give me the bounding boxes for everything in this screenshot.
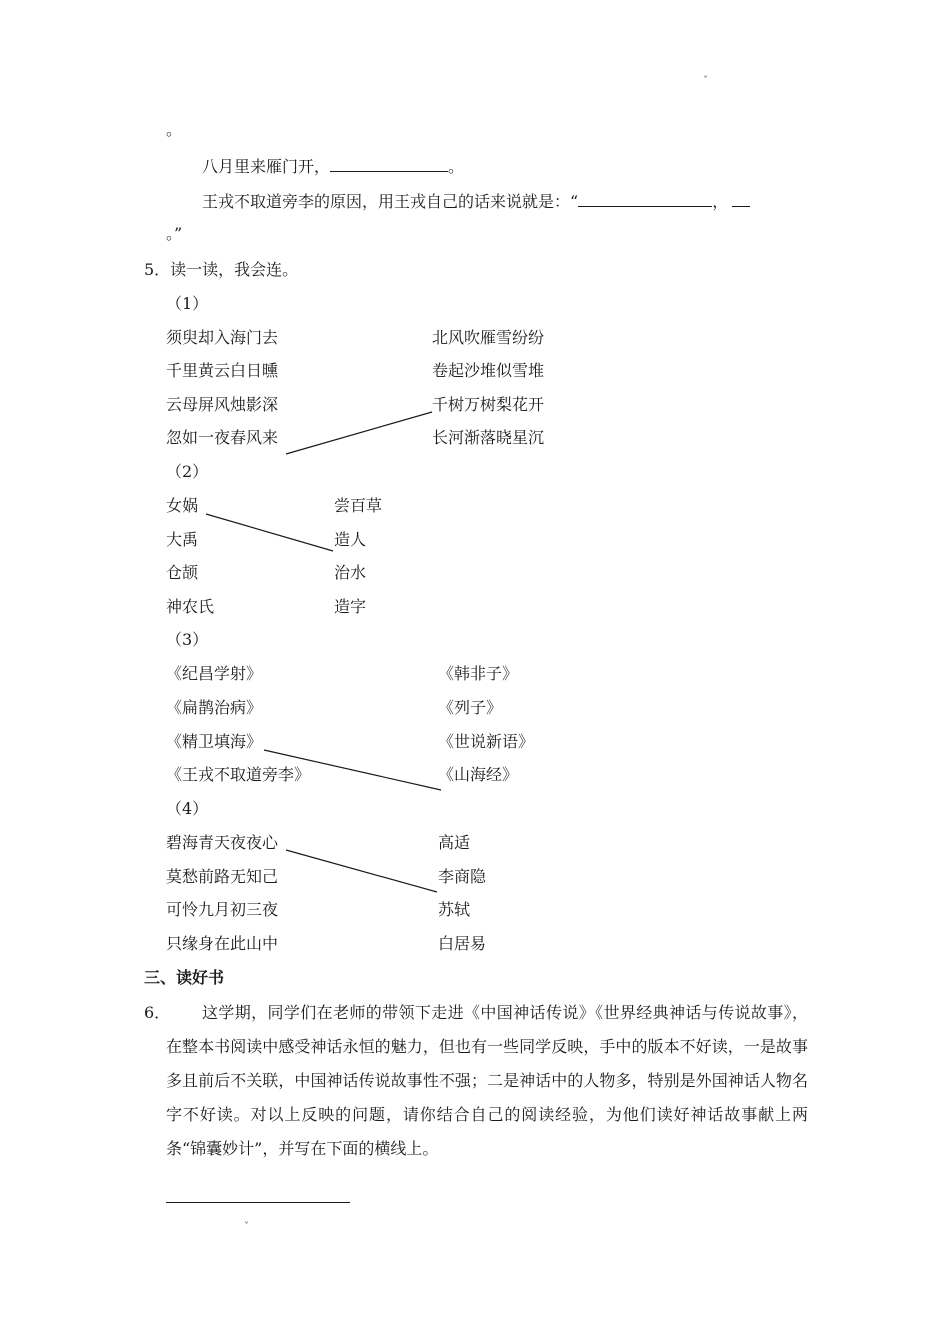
wangrong-mid: ，	[712, 192, 729, 211]
q5-p2-left-item[interactable]: 女娲	[166, 496, 199, 515]
q6-number: 6．	[144, 1003, 171, 1022]
q5-p4-left-item[interactable]: 碧海青天夜夜心	[166, 833, 279, 852]
q5-p4-right-item[interactable]: 高适	[438, 833, 471, 852]
q5-p1-right-item[interactable]: 卷起沙堆似雪堆	[432, 361, 545, 380]
q5-p4-left-item[interactable]: 莫愁前路无知己	[166, 867, 279, 886]
q5-title: 5．读一读，我会连。	[144, 260, 299, 279]
q5-p1-right-item[interactable]: 千树万树梨花开	[432, 395, 545, 414]
q5-p1-left-item[interactable]: 云母屏风烛影深	[166, 395, 279, 414]
q5-p1-left-item[interactable]: 忽如一夜春风来	[166, 428, 279, 447]
q5-part4-label: （4）	[166, 799, 209, 818]
q5-p2-left-item[interactable]: 神农氏	[166, 597, 215, 616]
page-mark: ˇ	[703, 76, 708, 87]
q5-p1-left-item[interactable]: 须臾却入海门去	[166, 328, 279, 347]
q5-p3-left-item[interactable]: 《扁鹊治病》	[166, 698, 263, 717]
q5-p3-right-item[interactable]: 《山海经》	[438, 765, 519, 784]
section3-title: 三、读好书	[144, 968, 225, 987]
q5-part3-label: （3）	[166, 630, 209, 649]
q5-p4-left-item[interactable]: 可怜九月初三夜	[166, 900, 279, 919]
q5-p4-left-item[interactable]: 只缘身在此山中	[166, 934, 279, 953]
q5-p2-right-item[interactable]: 治水	[334, 563, 367, 582]
q5-part2-label: （2）	[166, 462, 209, 481]
q5-p3-left-item[interactable]: 《精卫填海》	[166, 732, 263, 751]
answer-line[interactable]	[166, 1202, 350, 1203]
wangrong-text: 王戎不取道旁李的原因，用王戎自己的话来说就是：“	[202, 192, 579, 211]
q5-p2-right-item[interactable]: 造人	[334, 530, 367, 549]
q5-p2-left-item[interactable]: 大禹	[166, 530, 199, 549]
page-mark: ˇ	[244, 1222, 249, 1233]
q5-p3-right-item[interactable]: 《韩非子》	[438, 664, 519, 683]
match-line-p4	[286, 850, 437, 892]
q5-p2-right-item[interactable]: 造字	[334, 597, 367, 616]
q5-p1-left-item[interactable]: 千里黄云白日曛	[166, 361, 279, 380]
q5-p3-right-item[interactable]: 《列子》	[438, 698, 503, 717]
yanmen-prefix: 八月里来雁门开，	[202, 157, 331, 176]
q5-p3-left-item[interactable]: 《纪昌学射》	[166, 664, 263, 683]
match-line-p2	[206, 514, 333, 551]
wangrong-end: 。”	[166, 224, 183, 243]
q5-p1-right-item[interactable]: 北风吹雁雪纷纷	[432, 328, 545, 347]
q6-text: 这学期，同学们在老师的带领下走进《中国神话传说》《世界经典神话与传说故事》，在整本书阅读中感受神话永恒的魅力，但也有一些同学反映，手中的版本不好读，一是故事多且前后不关联，中国神话传说故事性不强；二是神话中的人物多，特别是外国神话人物名字不好读。对以上反映的问题，请你结合自己的阅读经验，为他们读好神话故事献上两条“锦囊妙计”，并写在下面的横线上。	[166, 1003, 808, 1158]
yanmen-suffix: 。	[448, 157, 465, 176]
q5-part1-label: （1）	[166, 294, 209, 313]
q5-p3-left-item[interactable]: 《王戎不取道旁李》	[166, 765, 311, 784]
q5-p4-right-item[interactable]: 苏轼	[438, 900, 471, 919]
q5-p4-right-item[interactable]: 白居易	[438, 934, 487, 953]
q5-p4-right-item[interactable]: 李商隐	[438, 867, 487, 886]
trailing-period: 。	[166, 120, 183, 139]
q5-p2-right-item[interactable]: 尝百草	[334, 496, 383, 515]
q5-p2-left-item[interactable]: 仓颉	[166, 563, 199, 582]
q5-p1-right-item[interactable]: 长河渐落晓星沉	[432, 428, 545, 447]
q5-p3-right-item[interactable]: 《世说新语》	[438, 732, 535, 751]
match-line-p3	[264, 750, 441, 790]
match-line-p1	[286, 412, 432, 454]
